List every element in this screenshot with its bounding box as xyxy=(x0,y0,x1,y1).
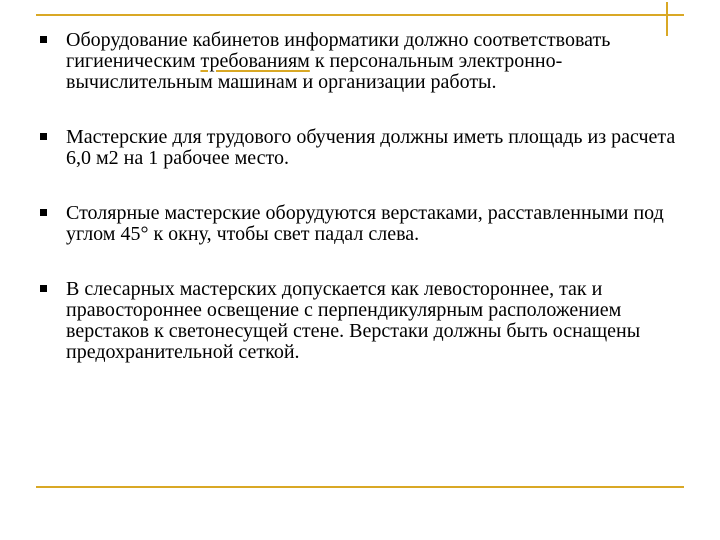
square-bullet-icon xyxy=(40,209,47,216)
bullet-list xyxy=(38,30,678,363)
bullet-text-before-link: Оборудование кабинетов информатики должно соответствовать гигиеническим xyxy=(66,29,611,72)
bullet-text: Мастерские для трудового обучения должны иметь площадь из расчета 6,0 м2 на 1 рабочее место. xyxy=(66,126,676,169)
bottom-accent-rule xyxy=(36,486,684,488)
top-accent-rule xyxy=(36,14,684,16)
bullet-text: В слесарных мастерских допускается как левостороннее, так и правостороннее освещение с перпендикулярным расположением верстаков к светонесущей стене. Верстаки должны быть оснащены предохранительной сеткой. xyxy=(66,278,641,363)
square-bullet-icon xyxy=(40,36,47,43)
square-bullet-icon xyxy=(40,133,47,140)
list-item xyxy=(38,30,678,93)
list-item xyxy=(38,127,678,169)
square-bullet-icon xyxy=(40,285,47,292)
list-item xyxy=(38,279,678,363)
bullet-text: Столярные мастерские оборудуются верстаками, расставленными под углом 45° к окну, чтобы свет падал слева. xyxy=(66,202,664,245)
list-item xyxy=(38,203,678,245)
requirements-link[interactable]: требованиям xyxy=(200,50,310,72)
bullet-text-after-link: к персональным электронно-вычислительным машинам и организации работы. xyxy=(66,50,563,93)
